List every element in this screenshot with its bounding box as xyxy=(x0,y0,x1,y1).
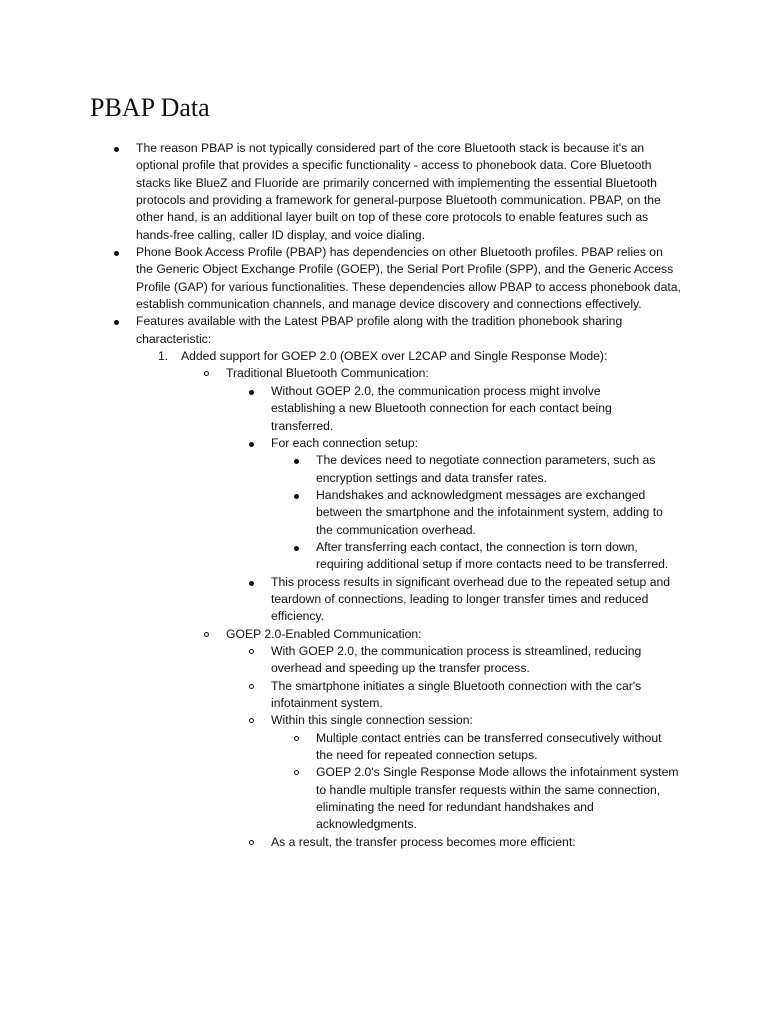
list-item-text: The reason PBAP is not typically considered part of the core Bluetooth stack is because it's an optional profile that provides a specific functionality - access to phonebook data. Core Bluetooth stacks like BlueZ and Fluoride are primarily concerned with implementing the essential Bluetooth protocols and providing a framework for general-purpose Bluetooth communication. PBAP, on the other hand, is an additional layer built on top of these core protocols to enable features such as hands-free calling, caller ID display, and voice dialing. xyxy=(136,141,661,242)
list-item-text: Without GOEP 2.0, the communication process might involve establishing a new Bluetooth connection for each contact being transferred. xyxy=(271,383,612,433)
list-item xyxy=(271,574,671,626)
list-item xyxy=(226,365,666,382)
list-item xyxy=(271,383,641,435)
list-item xyxy=(316,487,676,539)
list-item xyxy=(226,626,666,643)
list-item xyxy=(271,834,671,851)
list-item-text: Traditional Bluetooth Communication: xyxy=(226,366,429,381)
list-item xyxy=(271,435,641,452)
list-item-text: Phone Book Access Profile (PBAP) has dependencies on other Bluetooth profiles. PBAP relies on the Generic Object Exchange Profile (GOEP), the Serial Port Profile (SPP), and the Generic Access Profile (GAP) for various functionalities. These dependencies allow PBAP to access phonebook data, establish communication channels, and manage device discovery and connections effectively. xyxy=(136,245,681,312)
document-body xyxy=(0,140,768,851)
list-item-text: The devices need to negotiate connection parameters, such as encryption settings and data transfer rates. xyxy=(316,453,656,485)
list-item xyxy=(136,244,681,313)
list-item-text: Multiple contact entries can be transferred consecutively without the need for repeated connection setups. xyxy=(316,730,662,763)
list-item xyxy=(136,313,660,348)
list-item-text: The smartphone initiates a single Bluetooth connection with the car's infotainment system. xyxy=(271,678,642,710)
list-item xyxy=(136,140,681,244)
list-item-text: With GOEP 2.0, the communication process is streamlined, reducing overhead and speeding up the transfer process. xyxy=(271,643,642,676)
list-item-text: GOEP 2.0-Enabled Communication: xyxy=(226,626,422,641)
list-item-text: Added support for GOEP 2.0 (OBEX over L2CAP and Single Response Mode): xyxy=(181,349,608,364)
list-item xyxy=(316,452,676,487)
list-item-text: Handshakes and acknowledgment messages are exchanged between the smartphone and the infotainment system, adding to the communication overhead. xyxy=(316,487,663,537)
list-item xyxy=(271,643,671,678)
list-item-text: GOEP 2.0's Single Response Mode allows the infotainment system to handle multiple transfer requests within the same connection, eliminating the need for redundant handshakes and acknowledgments. xyxy=(316,765,679,832)
list-item-text: This process results in significant overhead due to the repeated setup and teardown of connections, leading to longer transfer times and reduced efficiency. xyxy=(271,574,671,624)
page-title: PBAP Data xyxy=(90,93,210,122)
list-item xyxy=(316,764,684,833)
numbered-item xyxy=(158,348,681,365)
list-item-text: Within this single connection session: xyxy=(271,713,473,728)
list-item xyxy=(316,539,676,574)
list-item xyxy=(316,730,666,765)
list-item-text: Features available with the Latest PBAP profile along with the tradition phonebook sharing characteristic: xyxy=(136,314,623,346)
list-number: 1. xyxy=(158,349,169,364)
list-item-text: After transferring each contact, the connection is torn down, requiring additional setup if more contacts need to be transferred. xyxy=(316,539,669,572)
list-item xyxy=(271,678,671,713)
list-item-text: As a result, the transfer process becomes more efficient: xyxy=(271,834,576,849)
list-item-text: For each connection setup: xyxy=(271,435,419,450)
list-item xyxy=(271,712,671,729)
